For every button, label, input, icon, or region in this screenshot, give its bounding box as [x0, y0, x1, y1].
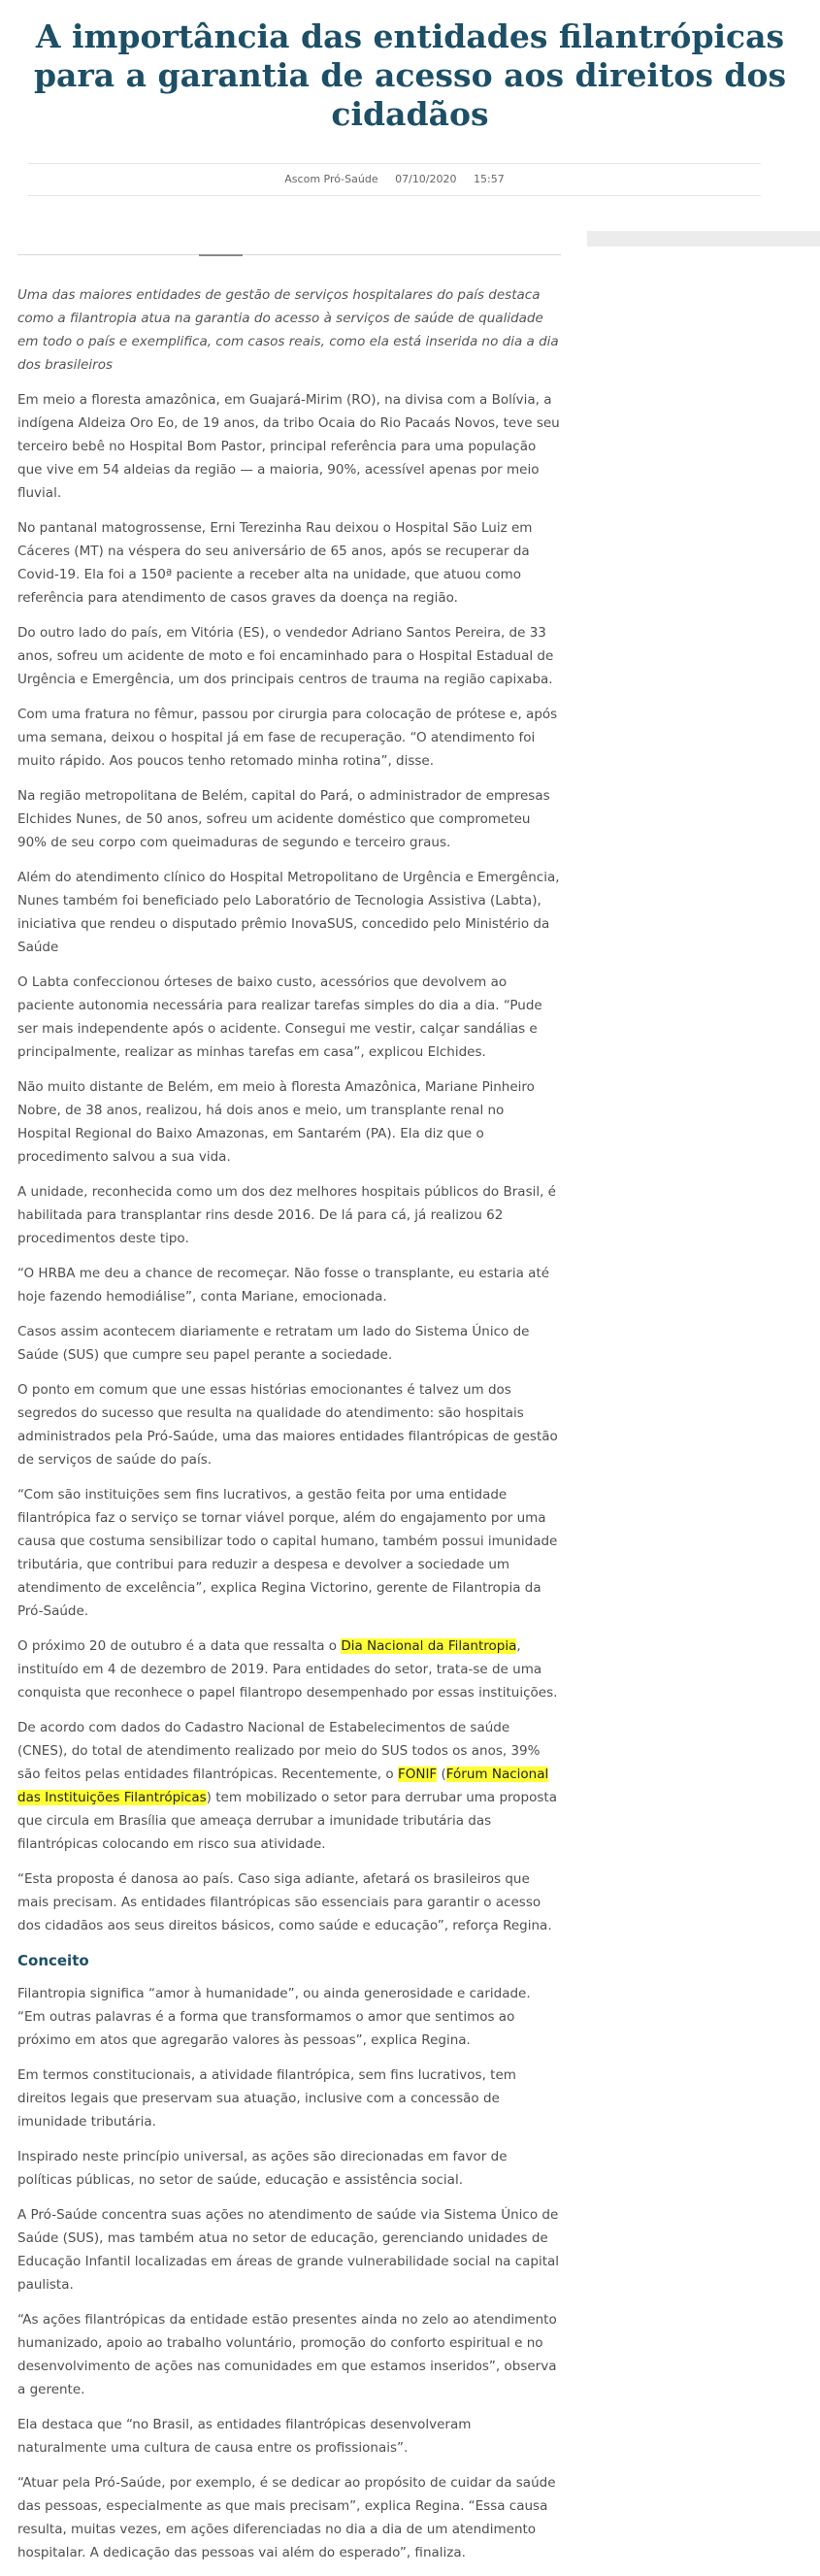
paragraph: Do outro lado do país, em Vitória (ES), o vendedor Adriano Santos Pereira, de 33 anos, sofreu um acidente de moto e foi encaminhado para o Hospital Estadual de Urgência e Emergência, um dos principais centros de trauma na região capixaba.	[17, 625, 554, 687]
paragraph: O Labta confeccionou órteses de baixo custo, acessórios que devolvem ao paciente autonomia necessária para realizar tarefas simples do dia a dia. “Pude ser mais independente após o acidente. Consegui me vestir, calçar sandálias e principalmente, realizar as minhas tarefas em casa”, explicou Elchides.	[17, 974, 542, 1060]
paragraph: Além do atendimento clínico do Hospital Metropolitano de Urgência e Emergência, Nunes também foi beneficiado pelo Laboratório de Tecnologia Assistiva (Labta), iniciativa que rendeu o disputado prêmio InovaSUS, concedido pelo Ministério da Saúde	[17, 870, 560, 955]
article-date: 07/10/2020	[395, 173, 457, 185]
paragraph: Filantropia significa “amor à humanidade”, ou ainda generosidade e caridade. “Em outras palavras é a forma que transformamos o amor que sentimos ao próximo em atos que agregarão valores às pessoas”, explica Regina.	[17, 1986, 531, 2048]
divider	[17, 254, 561, 255]
section-heading: Conceito	[17, 1952, 89, 1969]
article-time: 15:57	[474, 173, 505, 185]
article-lead: Uma das maiores entidades de gestão de serviços hospitalares do país destaca como a filantropia atua na garantia do acesso à serviços de saúde de qualidade em todo o país e exemplifica, com casos reais, como ela está inserida no dia a dia dos brasileiros	[17, 287, 559, 373]
paragraph: A Pró-Saúde concentra suas ações no atendimento de saúde via Sistema Único de Saúde (SUS), mas também atua no setor de educação, gerenciando unidades de Educação Infantil localizadas em áreas de grande vulnerabilidade social na capital paulista.	[17, 2207, 560, 2293]
paragraph: Em termos constitucionais, a atividade filantrópica, sem fins lucrativos, tem direitos legais que preservam sua atuação, inclusive com a concessão de imunidade tributária.	[17, 2067, 516, 2130]
paragraph: Ela destaca que “no Brasil, as entidades filantrópicas desenvolveram naturalmente uma cultura de causa entre os profissionais”.	[17, 2417, 472, 2456]
highlighted-term-dia-nacional: Dia Nacional da Filantropia	[341, 1638, 517, 1654]
paragraph	[17, 1716, 561, 1856]
text-run: O próximo 20 de outubro é a data que ressalta o	[17, 1638, 342, 1654]
paragraph: Casos assim acontecem diariamente e retratam um lado do Sistema Único de Saúde (SUS) que cumpre seu papel perante a sociedade.	[17, 1324, 530, 1363]
paragraph: Com uma fratura no fêmur, passou por cirurgia para colocação de prótese e, após uma semana, deixou o hospital já em fase de recuperação. “O atendimento foi muito rápido. Aos poucos tenho retomado minha rotina”, disse.	[17, 707, 558, 769]
paragraph: “Com são instituições sem fins lucrativos, a gestão feita por uma entidade filantrópica faz o serviço se tornar viável porque, além do engajamento por uma causa que costuma sensibilizar todo o capital humano, também possui imunidade tributária, que contribui para reduzir a despesa e devolver a sociedade um atendimento de excelência”, explica Regina Victorino, gerente de Filantropia da Pró-Saúde.	[17, 1487, 558, 1619]
highlighted-term-fonif: FONIF	[397, 1767, 438, 1782]
paragraph: Inspirado neste princípio universal, as ações são direcionadas em favor de políticas públicas, no setor de saúde, educação e assistência social.	[17, 2149, 508, 2188]
article-meta	[28, 163, 761, 196]
divider-accent	[199, 254, 243, 256]
paragraph: “Esta proposta é danosa ao país. Caso siga adiante, afetará os brasileiros que mais precisam. As entidades filantrópicas são essenciais para garantir o acesso dos cidadãos aos seus direitos básicos, como saúde e educação”, reforça Regina.	[17, 1871, 552, 1933]
paragraph: “As ações filantrópicas da entidade estão presentes ainda no zelo ao atendimento humanizado, apoio ao trabalho voluntário, promoção do conforto espiritual e no desenvolvimento de ações nas comunidades em que estamos inseridos”, observa a gerente.	[17, 2312, 557, 2397]
paragraph: “Atuar pela Pró-Saúde, por exemplo, é se dedicar ao propósito de cuidar da saúde das pessoas, especialmente as que mais precisam”, explica Regina. “Essa causa resulta, muitas vezes, em ações diferenciadas no dia a dia de um atendimento hospitalar. A dedicação das pessoas vai além do esperado”, finaliza.	[17, 2475, 556, 2560]
paragraph: Não muito distante de Belém, em meio à floresta Amazônica, Mariane Pinheiro Nobre, de 38 anos, realizou, há dois anos e meio, um transplante renal no Hospital Regional do Baixo Amazonas, em Santarém (PA). Ela diz que o procedimento salvou a sua vida.	[17, 1079, 535, 1165]
article-body	[17, 283, 561, 2576]
article-author: Ascom Pró-Saúde	[284, 173, 378, 185]
text-run: , instituído em 4 de dezembro de 2019. Para entidades do setor, trata-se de uma conquista que reconhece o papel filantropo desempenhado por essas instituições.	[17, 1638, 558, 1701]
text-run: (	[437, 1767, 446, 1782]
highlighted-term-forum: Fórum Nacional das Instituições Filantrópicas	[17, 1767, 549, 1805]
paragraph: Em meio a floresta amazônica, em Guajará-Mirim (RO), na divisa com a Bolívia, a indígena Aldeiza Oro Eo, de 19 anos, da tribo Ocaia do Rio Pacaás Novos, teve seu terceiro bebê no Hospital Bom Pastor, principal referência para uma população que vive em 54 aldeias da região — a maioria, 90%, acessível apenas por meio fluvial.	[17, 392, 560, 501]
text-run: De acordo com dados do Cadastro Nacional de Estabelecimentos de saúde (CNES), do total de atendimento realizado por meio do SUS todos os anos, 39% são feitos pelas entidades filantrópicas. Recentemente, o	[17, 1720, 541, 1782]
article-header	[0, 17, 820, 134]
paragraph: Na região metropolitana de Belém, capital do Pará, o administrador de empresas Elchides Nunes, de 50 anos, sofreu um acidente doméstico que comprometeu 90% de seu corpo com queimaduras de segundo e terceiro graus.	[17, 788, 550, 850]
paragraph: O ponto em comum que une essas histórias emocionantes é talvez um dos segredos do sucesso que resulta na qualidade do atendimento: são hospitais administrados pela Pró-Saúde, uma das maiores entidades filantrópicas de gestão de serviços de saúde do país.	[17, 1382, 558, 1468]
paragraph: No pantanal matogrossense, Erni Terezinha Rau deixou o Hospital São Luiz em Cáceres (MT) na véspera do seu aniversário de 65 anos, após se recuperar da Covid-19. Ela foi a 150ª paciente a receber alta na unidade, que atuou como referência para atendimento de casos graves da doença na região.	[17, 520, 533, 606]
text-run: ) tem mobilizado o setor para derrubar uma proposta que circula em Brasília que ameaça derrubar a imunidade tributária das filantrópicas colocando em risco sua atividade.	[17, 1790, 557, 1852]
paragraph	[17, 1635, 561, 1704]
paragraph: “O HRBA me deu a chance de recomeçar. Não fosse o transplante, eu estaria até hoje fazendo hemodiálise”, conta Mariane, emocionada.	[17, 1266, 550, 1305]
article-title: A importância das entidades filantrópicas para a garantia de acesso aos direitos dos cidadãos	[33, 17, 787, 133]
paragraph: A unidade, reconhecida como um dos dez melhores hospitais públicos do Brasil, é habilitada para transplantar rins desde 2016. De lá para cá, já realizou 62 procedimentos deste tipo.	[17, 1184, 556, 1246]
sidebar-placeholder	[587, 231, 820, 247]
